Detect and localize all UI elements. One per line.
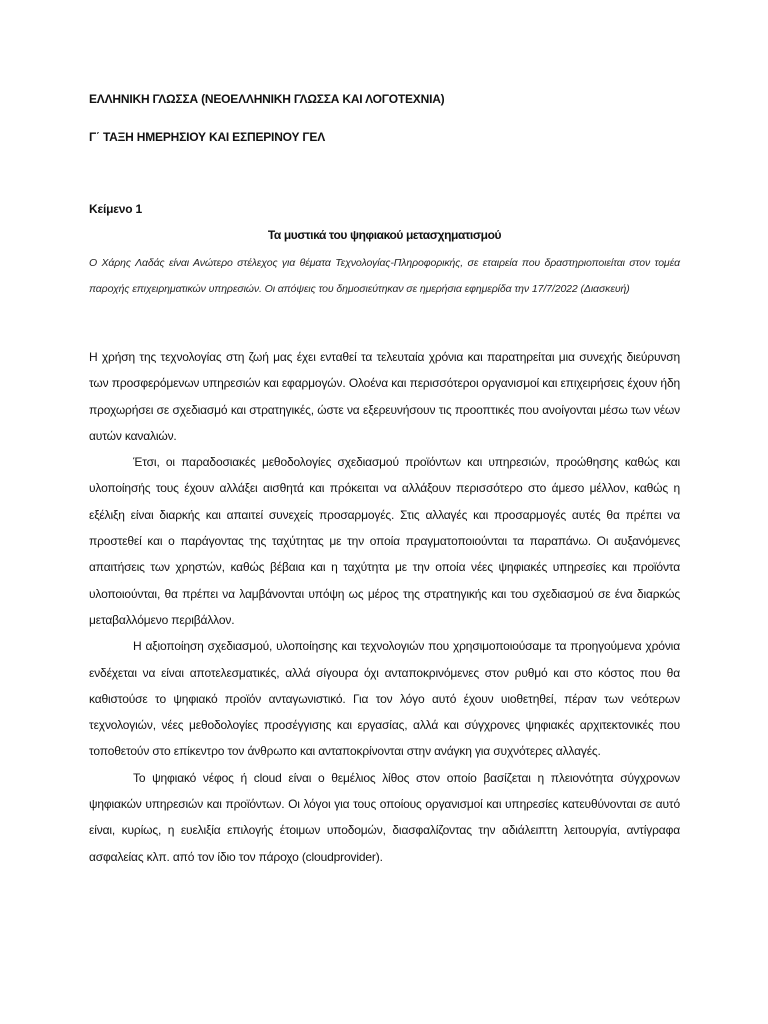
subject-heading: ΕΛΛΗΝΙΚΗ ΓΛΩΣΣΑ (ΝΕΟΕΛΛΗΝΙΚΗ ΓΛΩΣΣΑ ΚΑΙ ΛΟΓΟΤΕΧΝΙΑ) [89, 92, 445, 106]
author-intro: Ο Χάρης Λαδάς είναι Ανώτερο στέλεχος για θέματα Τεχνολογίας-Πληροφορικής, σε εταιρεία που δραστηριοποιείται στον τομέα παροχής επιχειρηματικών υπηρεσιών. Οι απόψεις του δημοσιεύτηκαν σε ημερήσια εφημερίδα την 17/7/2022 (Διασκευή) [89, 257, 680, 295]
paragraph-4: Το ψηφιακό νέφος ή cloud είναι ο θεμέλιος λίθος στον οποίο βασίζεται η πλειονότητα σύγχρονων ψηφιακών υπηρεσιών και προϊόντων. Οι λόγοι για τους οποίους οργανισμοί και υπηρεσίες κατευθύνονται σε αυτό είναι, κυρίως, η ευελιξία επιλογής έτοιμων υποδομών, διασφαλίζοντας την αδιάλειπτη λειτουργία, αντίγραφα ασφαλείας κλπ. από τον ίδιο τον πάροχο (cloudprovider). [89, 770, 680, 864]
text-label: Κείμενο 1 [89, 202, 142, 216]
paragraph-3: Η αξιοποίηση σχεδιασμού, υλοποίησης και τεχνολογιών που χρησιμοποιούσαμε τα προηγούμενα χρόνια ενδέχεται να είναι αποτελεσματικές, αλλά σίγουρα όχι ανταποκρινόμενες στον ρυθμό και στο κόστος που θα καθιστούσε το ψηφιακό προϊόν ανταγωνιστικό. Για τον λόγο αυτό έχουν υιοθετηθεί, πέραν των νεότερων τεχνολογιών, νέες μεθοδολογίες προσέγγισης και εργασίας, αλλά και σύγχρονες ψηφιακές αρχιτεκτονικές που τοποθετούν στο επίκεντρο τον άνθρωπο και ανταποκρίνονται στην ανάγκη για συχνότερες αλλαγές. [89, 639, 680, 759]
class-heading: Γ΄ ΤΑΞΗ ΗΜΕΡΗΣΙΟΥ ΚΑΙ ΕΣΠΕΡΙΝΟΥ ΓΕΛ [89, 130, 326, 144]
paragraph-2: Έτσι, οι παραδοσιακές μεθοδολογίες σχεδιασμού προϊόντων και υπηρεσιών, προώθησης καθώς και υλοποίησής τους έχουν αλλάξει αισθητά και πρόκειται να αλλάξουν περισσότερο στο άμεσο μέλλον, καθώς η εξέλιξη είναι διαρκής και απαιτεί συνεχείς προσαρμογές. Στις αλλαγές και προσαρμογές αυτές θα πρέπει να προστεθεί και ο παράγοντας της ταχύτητας με την οποία πραγματοποιούνται τα παραπάνω. Οι αυξανόμενες απαιτήσεις των χρηστών, καθώς βέβαια και η ταχύτητα με την οποία νέες ψηφιακές υπηρεσίες και προϊόντα υλοποιούνται, θα πρέπει να λαμβάνονται υπόψη ως μέρος της στρατηγικής και του σχεδιασμού σε ένα διαρκώς μεταβαλλόμενο περιβάλλον. [89, 455, 680, 627]
text-title: Τα μυστικά του ψηφιακού μετασχηματισμού [267, 228, 502, 242]
article-body [89, 344, 680, 870]
paragraph-1: Η χρήση της τεχνολογίας στη ζωή μας έχει ενταθεί τα τελευταία χρόνια και παρατηρείται μια συνεχής διεύρυνση των προσφερόμενων υπηρεσιών και εφαρμογών. Ολοένα και περισσότεροι οργανισμοί και επιχειρήσεις έχουν ήδη προχωρήσει σε σχεδιασμό και στρατηγικές, ώστε να εξερευνήσουν τις προοπτικές που ανοίγονται μέσω των νέων αυτών καναλιών. [89, 350, 680, 443]
